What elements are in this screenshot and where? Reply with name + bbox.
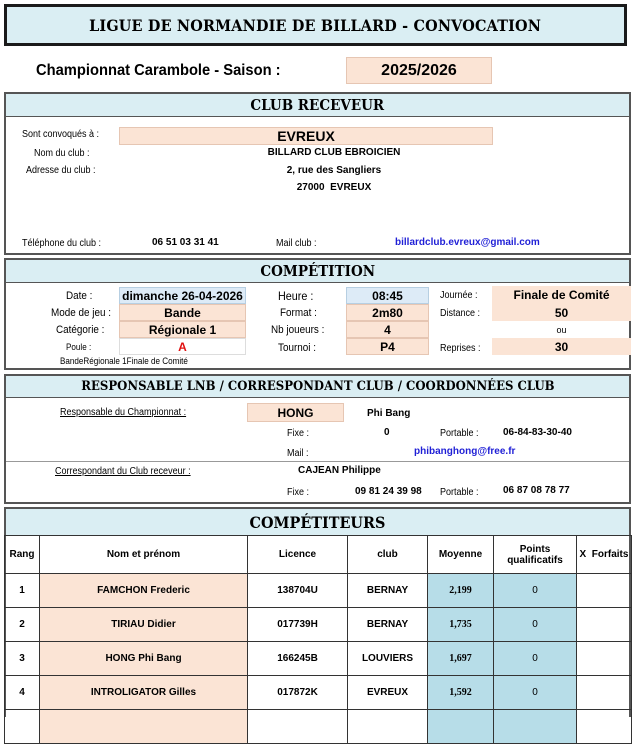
adresse-line2: 27000 EVREUX: [296, 182, 372, 193]
licence: 138704U: [248, 574, 348, 608]
forfait-cell[interactable]: [577, 574, 632, 608]
reprises-label: Reprises :: [440, 343, 481, 354]
licence: 017872K: [248, 676, 348, 710]
document-title-banner: [4, 4, 627, 46]
col-moyenne: Moyenne: [428, 536, 494, 574]
licence: 166245B: [248, 642, 348, 676]
mail-club-label: Mail club :: [276, 238, 317, 249]
date-label: Date :: [66, 290, 93, 302]
table-row: [5, 608, 632, 642]
nb-joueurs-value: 4: [346, 321, 429, 338]
divider: [6, 461, 629, 462]
categorie-value: Régionale 1: [119, 321, 246, 338]
correspondant-fixe: 09 81 24 39 98: [355, 486, 422, 497]
col-forfaits: X Forfaits: [577, 536, 632, 574]
competiteurs-header: [6, 509, 629, 536]
adresse-line1: 2, rue des Sangliers: [286, 165, 382, 176]
mode-value: Bande: [119, 304, 246, 321]
reprises-value: 30: [492, 338, 631, 355]
heure-value: 08:45: [346, 287, 429, 304]
responsable-portable: 06-84-83-30-40: [503, 427, 572, 438]
responsable-championnat-label: Responsable du Championnat :: [60, 407, 187, 418]
responsable-mail-label: Mail :: [287, 448, 309, 459]
rang: 1: [5, 574, 40, 608]
mail-club-link[interactable]: billardclub.evreux@gmail.com: [395, 237, 540, 248]
competiteurs-heading: COMPÉTITEURS: [249, 512, 386, 532]
forfait-cell[interactable]: [577, 676, 632, 710]
nom: TIRIAU Didier: [40, 608, 248, 642]
nom: INTROLIGATOR Gilles: [40, 676, 248, 710]
col-licence: Licence: [248, 536, 348, 574]
empty-cell: [577, 710, 632, 744]
responsable-fixe-label: Fixe :: [287, 428, 310, 439]
telephone-value: 06 51 03 31 41: [152, 237, 219, 248]
mode-label: Mode de jeu :: [51, 307, 111, 319]
responsable-header: [6, 376, 629, 398]
telephone-label: Téléphone du club :: [22, 238, 102, 249]
table-row: [5, 574, 632, 608]
table-header-row: [5, 536, 632, 574]
empty-cell: [248, 710, 348, 744]
saison-value: 2025/2026: [346, 57, 492, 84]
col-points: Points qualificatifs: [494, 536, 577, 574]
empty-cell: [5, 710, 40, 744]
poule-value: A: [119, 338, 246, 355]
poule-label: Poule :: [66, 342, 92, 352]
responsable-portable-label: Portable :: [440, 428, 479, 439]
correspondant-label: Correspondant du Club receveur :: [55, 466, 191, 477]
points: 0: [494, 608, 577, 642]
correspondant-portable: 06 87 08 78 77: [503, 485, 570, 496]
moyenne: 1,697: [428, 642, 494, 676]
col-rang: Rang: [5, 536, 40, 574]
club-receveur-heading: CLUB RECEVEUR: [250, 96, 385, 114]
table-row-partial: [5, 710, 632, 744]
date-value: dimanche 26-04-2026: [119, 287, 246, 304]
empty-cell: [428, 710, 494, 744]
correspondant-fixe-label: Fixe :: [287, 487, 310, 498]
rang: 4: [5, 676, 40, 710]
moyenne: 1,592: [428, 676, 494, 710]
responsable-nom: HONG: [247, 403, 344, 422]
club-receveur-header: [6, 94, 629, 117]
correspondant-nom: CAJEAN Philippe: [298, 465, 381, 476]
nb-joueurs-label: Nb joueurs :: [271, 324, 325, 336]
responsable-heading: RESPONSABLE LNB / CORRESPONDANT CLUB / COORDONNÉES CLUB: [80, 379, 555, 394]
nom: HONG Phi Bang: [40, 642, 248, 676]
competition-note: BandeRégionale 1Finale de Comité: [60, 356, 188, 366]
club: BERNAY: [348, 574, 428, 608]
convoques-label: Sont convoqués à :: [22, 129, 100, 140]
journee-label: Journée :: [440, 290, 478, 301]
tournoi-label: Tournoi :: [278, 342, 316, 354]
club: BERNAY: [348, 608, 428, 642]
club: EVREUX: [348, 676, 428, 710]
responsable-mail-link[interactable]: phibanghong@free.fr: [414, 446, 516, 457]
format-label: Format :: [280, 307, 317, 319]
empty-cell: [348, 710, 428, 744]
tournoi-value: P4: [346, 338, 429, 355]
saison-label: Championnat Carambole - Saison :: [36, 62, 281, 79]
forfait-cell[interactable]: [577, 642, 632, 676]
distance-value: 50: [492, 304, 631, 321]
convoques-value: EVREUX: [119, 127, 493, 145]
points: 0: [494, 574, 577, 608]
forfait-cell[interactable]: [577, 608, 632, 642]
rang: 2: [5, 608, 40, 642]
table-row: [5, 642, 632, 676]
responsable-prenom: Phi Bang: [367, 408, 411, 419]
licence: 017739H: [248, 608, 348, 642]
heure-label: Heure :: [278, 289, 314, 303]
moyenne: 2,199: [428, 574, 494, 608]
nom-club-label: Nom du club :: [34, 148, 90, 159]
col-club: club: [348, 536, 428, 574]
col-nom: Nom et prénom: [40, 536, 248, 574]
points: 0: [494, 642, 577, 676]
competition-header: [6, 260, 629, 283]
rang: 3: [5, 642, 40, 676]
categorie-label: Catégorie :: [56, 324, 105, 336]
correspondant-portable-label: Portable :: [440, 487, 479, 498]
table-row: [5, 676, 632, 710]
moyenne: 1,735: [428, 608, 494, 642]
empty-cell: [494, 710, 577, 744]
empty-cell: [40, 710, 248, 744]
journee-value: Finale de Comité: [492, 286, 631, 304]
format-value: 2m80: [346, 304, 429, 321]
responsable-fixe: 0: [384, 427, 390, 438]
ou-label: ou: [556, 324, 567, 335]
distance-label: Distance :: [440, 308, 481, 319]
nom-club-value: BILLARD CLUB EBROICIEN: [267, 147, 401, 158]
club: LOUVIERS: [348, 642, 428, 676]
nom: FAMCHON Frederic: [40, 574, 248, 608]
competition-heading: COMPÉTITION: [260, 262, 375, 280]
adresse-label: Adresse du club :: [26, 165, 96, 176]
points: 0: [494, 676, 577, 710]
document-title: LIGUE DE NORMANDIE DE BILLARD - CONVOCATION: [89, 15, 542, 35]
